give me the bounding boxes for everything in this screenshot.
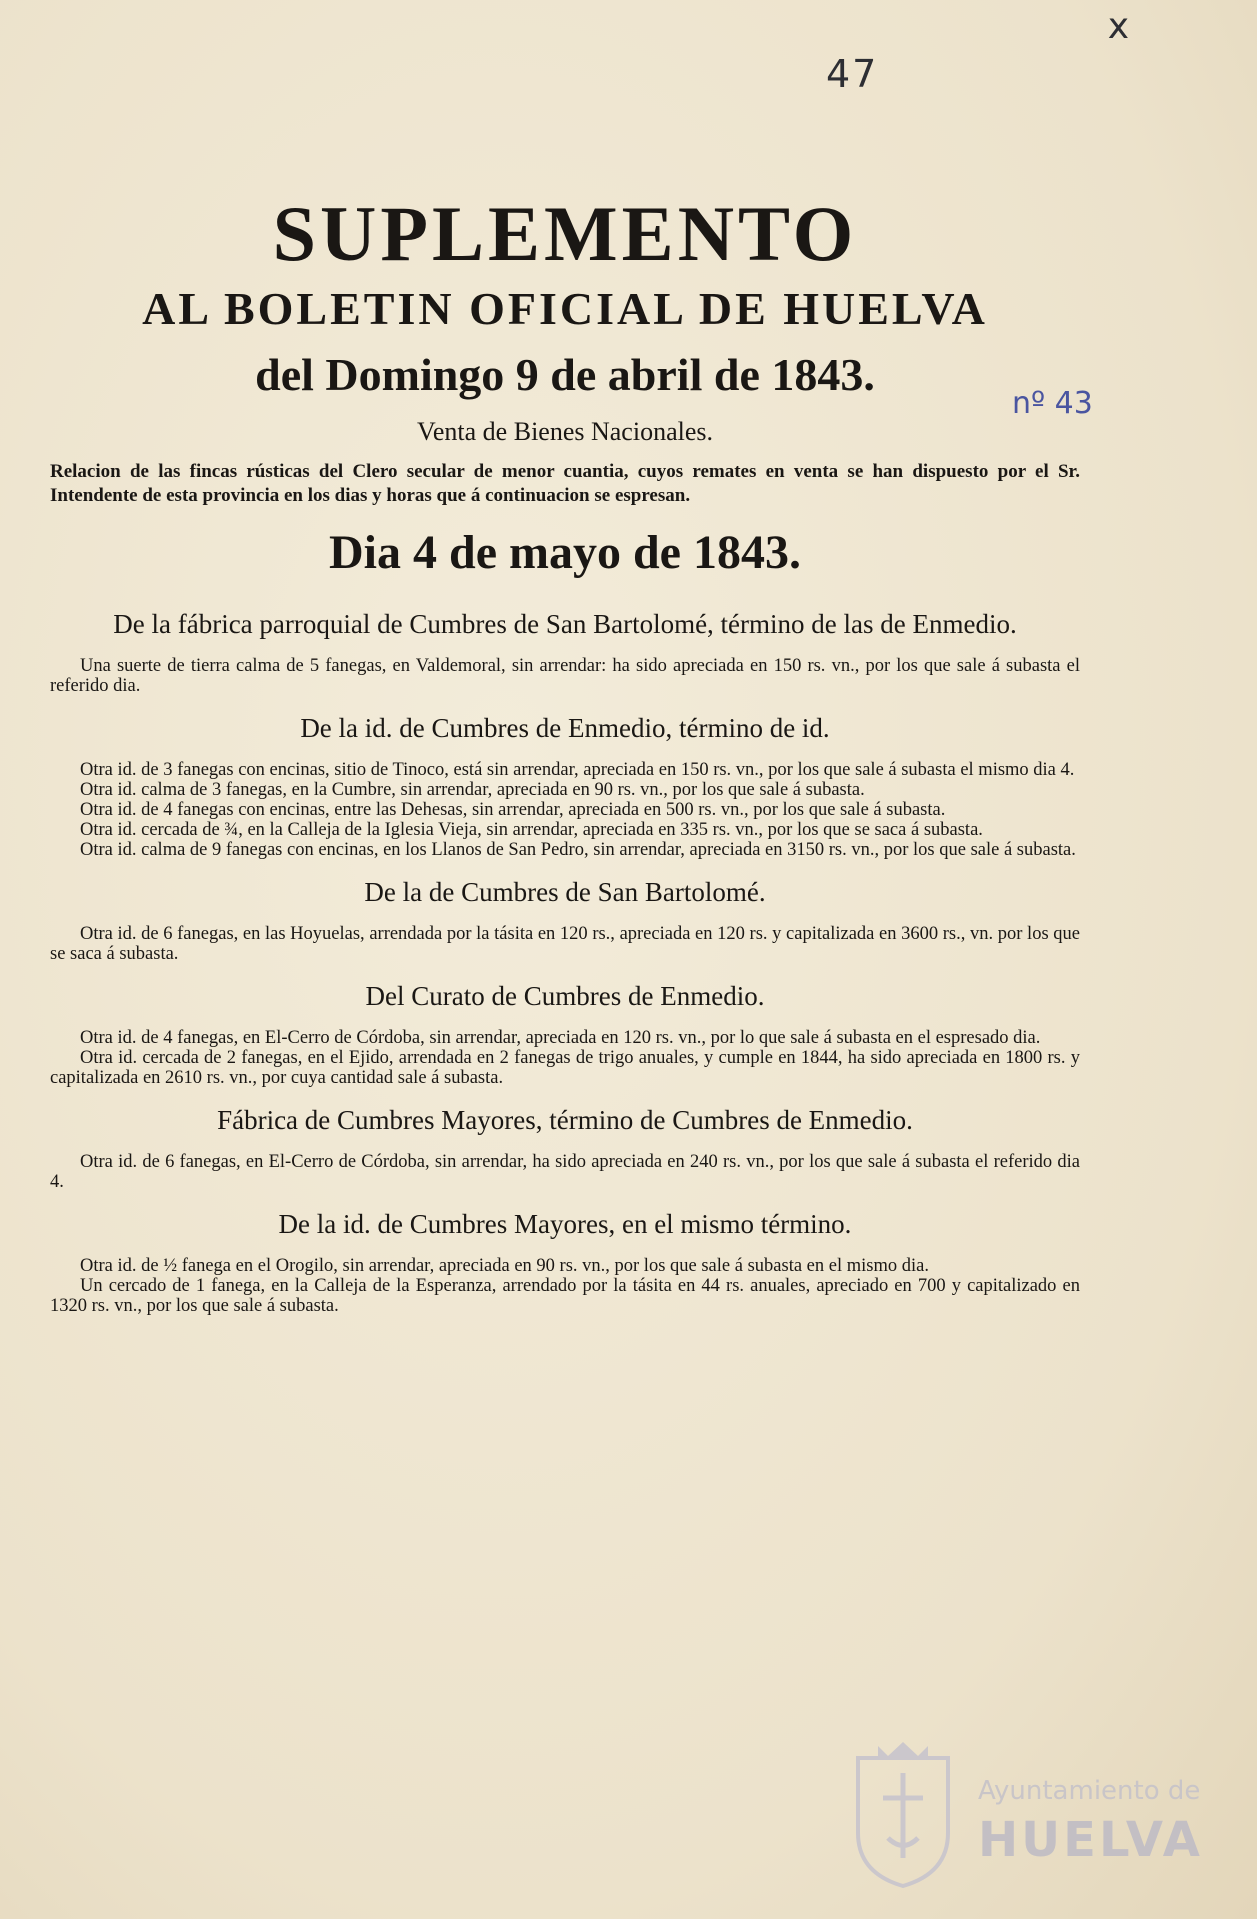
margin-mark: x (1107, 6, 1129, 47)
section (50, 604, 1080, 696)
list-item: Otra id. cercada de ¾, en la Calleja de la Iglesia Vieja, sin arrendar, apreciada en 335 rs. vn., por los que se saca á subasta. (80, 820, 983, 840)
intro-paragraph: Relacion de las fincas rústicas del Clero secular de menor cuantia, cuyos remates en venta se han dispuesto por el Sr. Intendente de esta provincia en los dias y horas que á continuacion se espresan. (50, 461, 1080, 506)
section (50, 976, 1080, 1088)
watermark-line2: HUELVA (978, 1812, 1203, 1868)
section-heading: De la fábrica parroquial de Cumbres de San Bartolomé, término de las de Enmedio. (113, 609, 1017, 639)
section-heading: De la id. de Cumbres de Enmedio, término de id. (300, 713, 830, 743)
list-item: Otra id. de 6 fanegas, en El-Cerro de Córdoba, sin arrendar, ha sido apreciada en 240 rs. vn., por los que sale á subasta el referido dia 4. (50, 1152, 1080, 1192)
document-subtitle: AL BOLETIN OFICIAL DE HUELVA (142, 283, 988, 334)
list-item: Otra id. de 6 fanegas, en las Hoyuelas, arrendada por la tásita en 120 rs., apreciada en 120 rs. y capitalizada en 3600 rs., vn. por los que se saca á subasta. (50, 924, 1080, 964)
list-item: Otra id. cercada de 2 fanegas, en el Ejido, arrendada en 2 fanegas de trigo anuales, y cumple en 1844, ha sido apreciada en 1800 rs. y capitalizada en 2610 rs. vn., por cuya cantidad sale á subasta. (50, 1048, 1080, 1088)
day-heading: Dia 4 de mayo de 1843. (329, 526, 801, 579)
section-heading: Del Curato de Cumbres de Enmedio. (365, 981, 765, 1011)
list-item: Otra id. de 3 fanegas con encinas, sitio de Tinoco, está sin arrendar, apreciada en 150 rs. vn., por los que sale á subasta el mismo dia 4. (80, 760, 1075, 780)
section (50, 1204, 1080, 1316)
list-item: Otra id. de ½ fanega en el Orogilo, sin arrendar, apreciada en 90 rs. vn., por los que sale á subasta en el mismo dia. (80, 1256, 929, 1276)
list-item: Otra id. de 4 fanegas con encinas, entre las Dehesas, sin arrendar, apreciada en 500 rs. vn., por los que sale á subasta. (80, 800, 946, 820)
folio-number: 47 (826, 52, 879, 96)
document-title: SUPLEMENTO (272, 190, 858, 277)
section (50, 708, 1080, 860)
document-body (50, 190, 1080, 1320)
watermark-logo (848, 1738, 1203, 1898)
handwritten-number: nº 43 (1012, 386, 1093, 421)
section-list (50, 604, 1080, 1316)
list-item: Otra id. calma de 3 fanegas, en la Cumbre, sin arrendar, apreciada en 90 rs. vn., por los que sale á subasta. (80, 780, 865, 800)
heading: Venta de Bienes Nacionales. (416, 417, 713, 446)
section (50, 1100, 1080, 1192)
list-item: Otra id. calma de 9 fanegas con encinas, en los Llanos de San Pedro, sin arrendar, apreciada en 3150 rs. vn., por los que sale á subasta. (80, 840, 1076, 860)
list-item: Un cercado de 1 fanega, en la Calleja de la Esperanza, arrendado por la tásita en 44 rs. anuales, apreciado en 700 y capitalizado en 1320 rs. vn., por los que sale á subasta. (50, 1276, 1080, 1316)
section-heading: De la de Cumbres de San Bartolomé. (364, 877, 766, 907)
section-heading: Fábrica de Cumbres Mayores, término de Cumbres de Enmedio. (217, 1105, 913, 1135)
list-item: Una suerte de tierra calma de 5 fanegas, en Valdemoral, sin arrendar: ha sido apreciada en 150 rs. vn., por los que sale á subasta el referido dia. (50, 656, 1080, 696)
list-item: Otra id. de 4 fanegas, en El-Cerro de Córdoba, sin arrendar, apreciada en 120 rs. vn., por lo que sale á subasta en el espresado dia. (80, 1028, 1041, 1048)
coat-of-arms-icon (848, 1738, 958, 1888)
section (50, 872, 1080, 964)
section-heading: De la id. de Cumbres Mayores, en el mismo término. (278, 1209, 852, 1239)
date-line: del Domingo 9 de abril de 1843. (255, 349, 875, 400)
watermark-line1: Ayuntamiento de (978, 1776, 1201, 1806)
